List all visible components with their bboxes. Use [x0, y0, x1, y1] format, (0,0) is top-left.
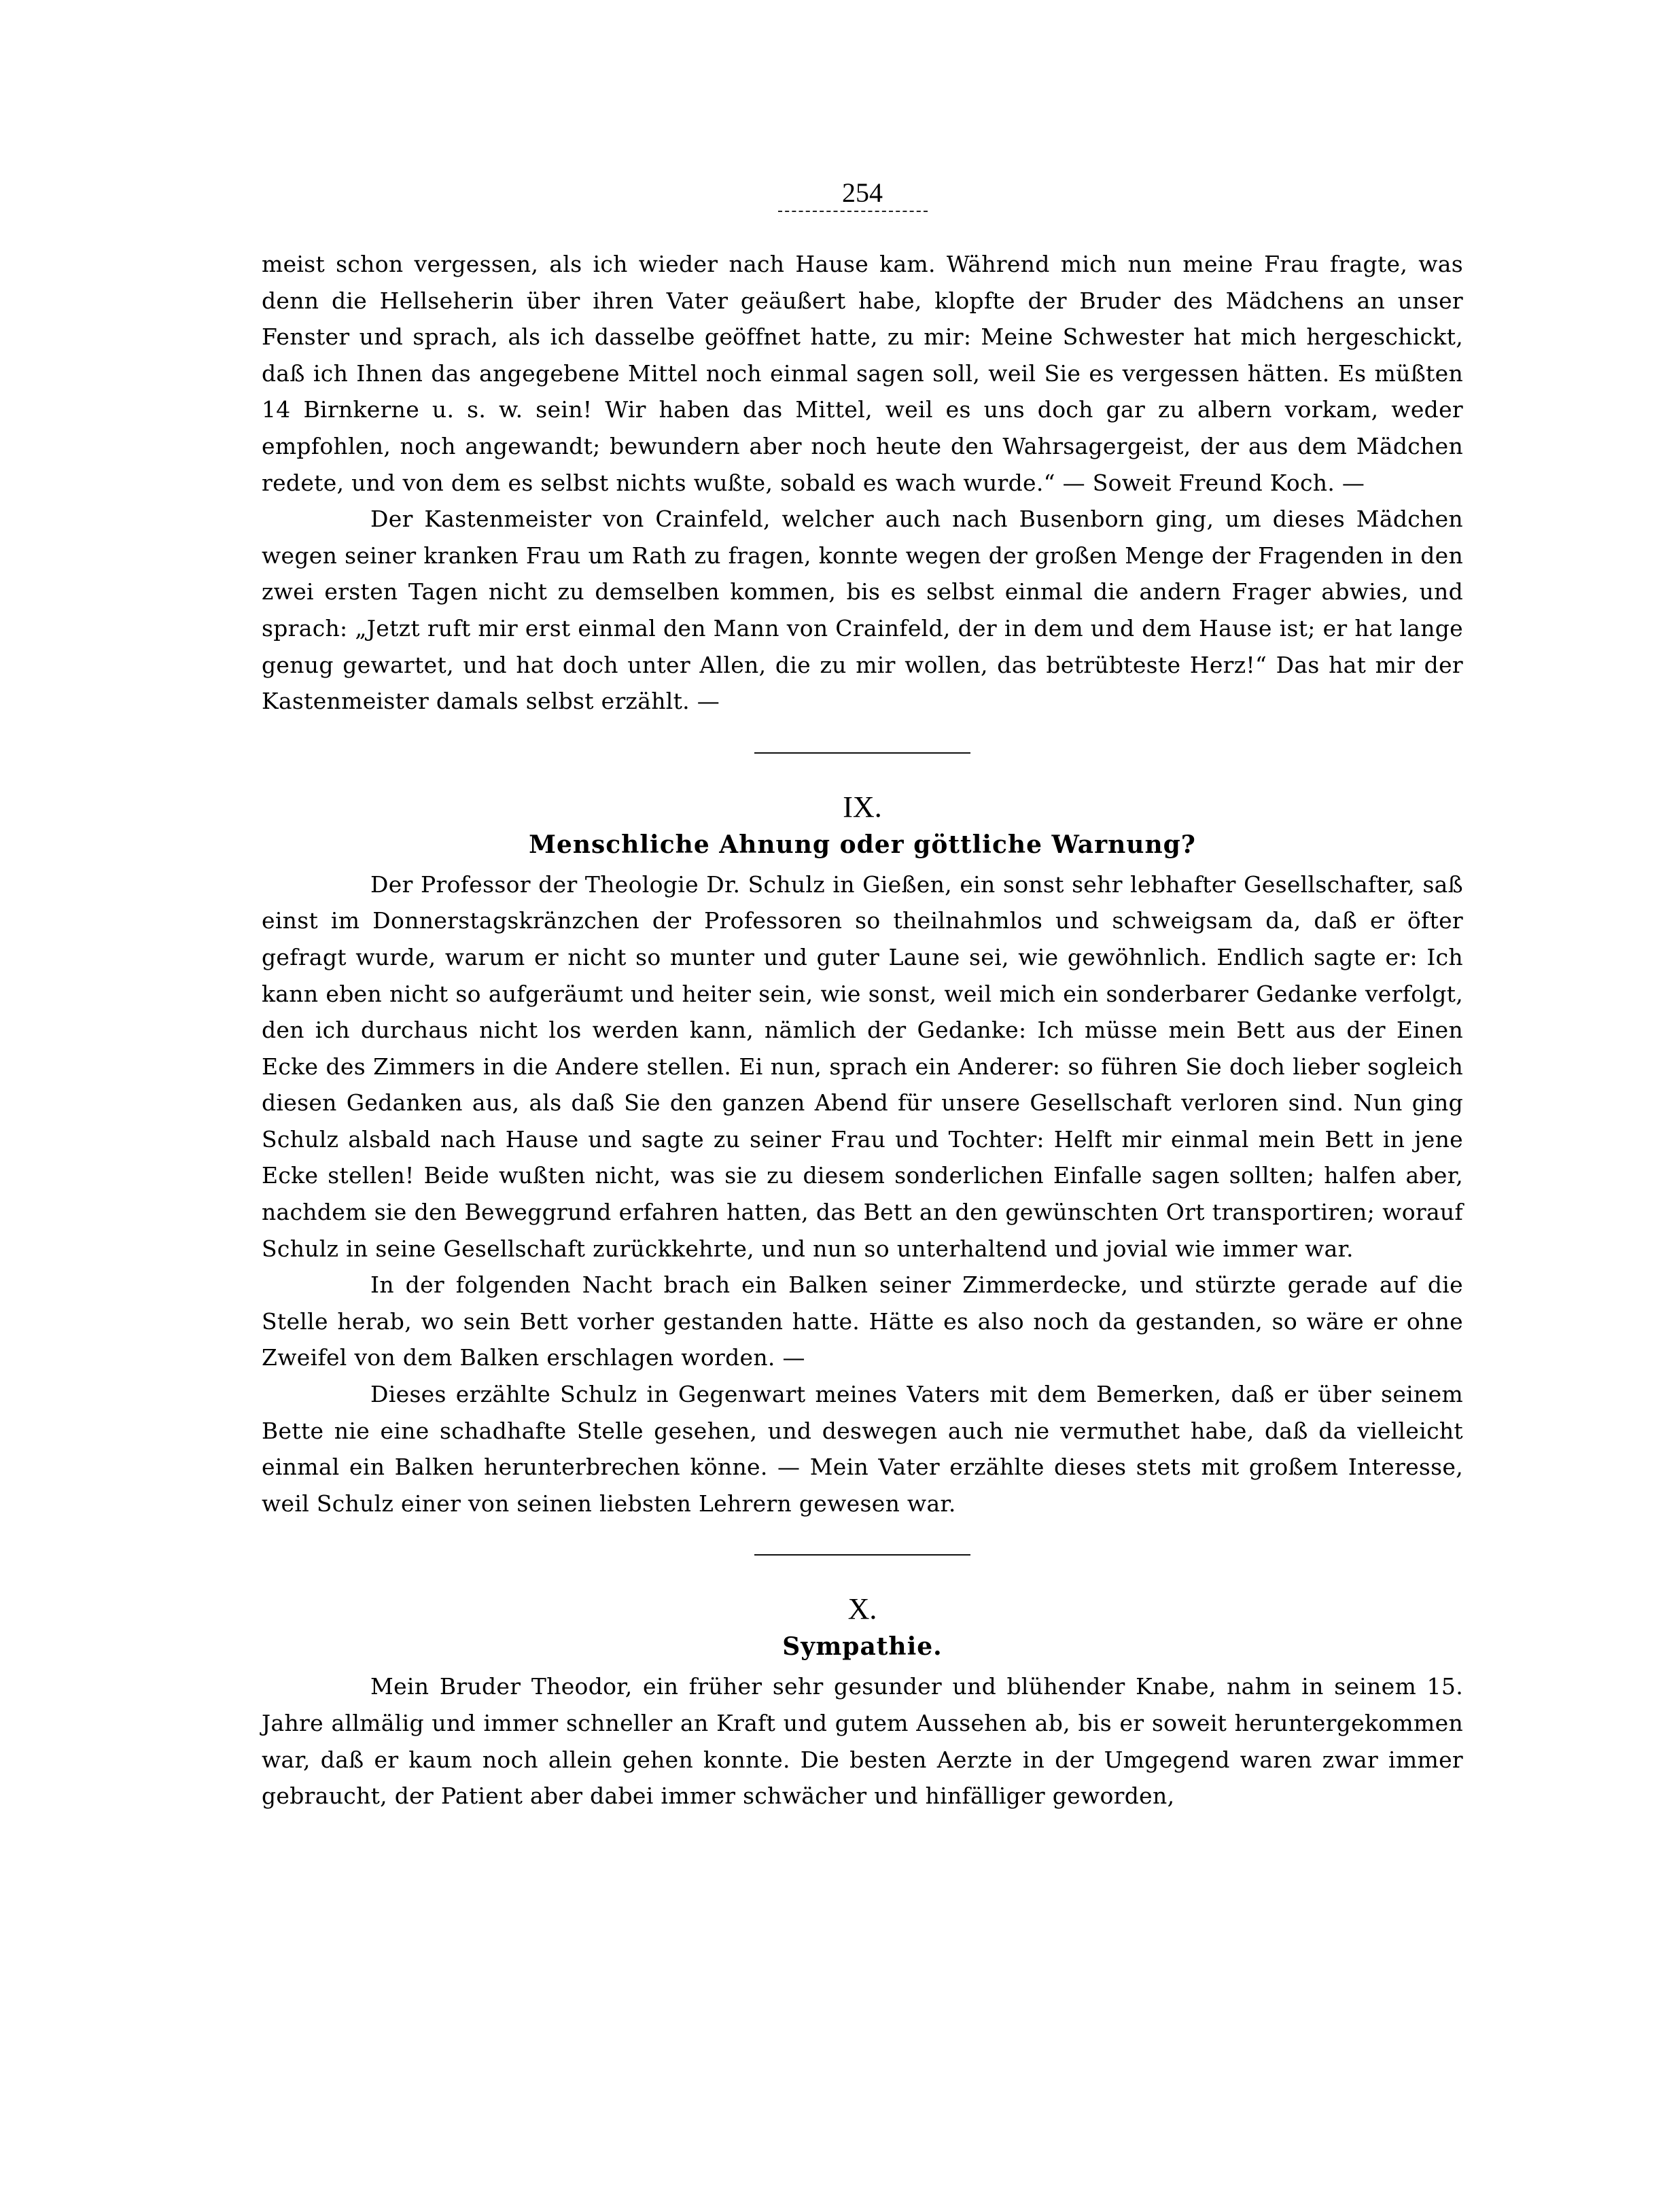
section-ix [262, 789, 1463, 1522]
section-number: IX. [843, 790, 882, 824]
page-number: 254 [842, 177, 883, 208]
page-number-rule [778, 211, 928, 212]
paragraph: Der Professor der Theologie Dr. Schulz in Gießen, ein sonst sehr lebhafter Gesellschafter, saß einst im Donnerstagskränzchen der Professoren so theilnahmlos und schweigsam da, daß er öfter gefragt wurde, warum er nicht so munter und guter Laune sei, wie gewöhnlich. Endlich sagte er: Ich kann eben nicht so aufgeräumt und heiter sein, wie sonst, weil mich ein sonderbarer Gedanke verfolgt, den ich durchaus nicht los werden kann, nämlich der Gedanke: Ich müsse mein Bett aus der Einen Ecke des Zimmers in die Andere stellen. Ei nun, sprach ein Anderer: so führen Sie doch lieber sogleich diesen Gedanken aus, als daß Sie den ganzen Abend für unsere Gesellschaft verloren sind. Nun ging Schulz alsbald nach Hause und sagte zu seiner Frau und Tochter: Helft mir einmal mein Bett in jene Ecke stellen! Beide wußten nicht, was sie zu diesem sonderlichen Einfalle sagen sollten; halfen aber, nachdem sie den Beweggrund erfahren hatten, das Bett an den gewünschten Ort transportiren; worauf Schulz in seine Gesellschaft zurückkehrte, und nun so unterhaltend und jovial wie immer war. [262, 871, 1463, 1262]
section-title: Sympathie. [782, 1632, 943, 1662]
paragraph-kastenmeister: Der Kastenmeister von Crainfeld, welcher auch nach Busenborn ging, um dieses Mädchen wegen seiner kranken Frau um Rath zu fragen, konnte wegen der großen Menge der Fragenden in den zwei ersten Tagen nicht zu demselben kommen, bis es selbst einmal die andern Frager abwies, und sprach: „Jetzt ruft mir erst einmal den Mann von Crainfeld, der in dem und dem Hause ist; er hat lange genug gewartet, und hat doch unter Allen, die zu mir wollen, das betrübteste Herz!“ Das hat mir der Kastenmeister damals selbst erzählt. — [262, 506, 1463, 715]
section-title: Menschliche Ahnung oder göttliche Warnung? [529, 830, 1196, 859]
paragraph-continued: meist schon vergessen, als ich wieder nach Hause kam. Während mich nun meine Frau fragte, was denn die Hellseherin über ihren Vater geäußert habe, klopfte der Bruder des Mädchens an unser Fenster und sprach, als ich dasselbe geöffnet hatte, zu mir: Meine Schwester hat mich hergeschickt, daß ich Ihnen das angegebene Mittel noch einmal sagen soll, weil Sie es vergessen hätten. Es müßten 14 Birnkerne u. s. w. sein! Wir haben das Mittel, weil es uns doch gar zu albern vorkam, weder empfohlen, noch angewandt; bewundern aber noch heute den Wahrsagergeist, der aus dem Mädchen redete, und von dem es selbst nichts wußte, sobald es wach wurde.“ — Soweit Freund Koch. — [262, 251, 1463, 496]
section-divider [754, 1554, 970, 1556]
paragraph: Mein Bruder Theodor, ein früher sehr gesunder und blühender Knabe, nahm in seinem 15. Jahre allmälig und immer schneller an Kraft und gutem Aussehen ab, bis er soweit heruntergekommen war, daß er kaum noch allein gehen konnte. Die besten Aerzte in der Umgegend waren zwar immer gebraucht, der Patient aber dabei immer schwächer und hinfälliger geworden, [262, 1673, 1463, 1810]
paragraph: In der folgenden Nacht brach ein Balken seiner Zimmerdecke, und stürzte gerade auf die Stelle herab, wo sein Bett vorher gestanden hatte. Hätte es also noch da gestanden, so wäre er ohne Zweifel von dem Balken erschlagen worden. — [262, 1271, 1463, 1371]
section-divider [754, 752, 970, 754]
section-x [262, 1591, 1463, 1814]
paragraph: Dieses erzählte Schulz in Gegenwart meines Vaters mit dem Bemerken, daß er über seinem Bette nie eine schadhafte Stelle gesehen, und deswegen auch nie vermuthet habe, daß da vielleicht einmal ein Balken herunterbrechen könne. — Mein Vater erzählte dieses stets mit großem Interesse, weil Schulz einer von seinen liebsten Lehrern gewesen war. [262, 1381, 1463, 1517]
section-number: X. [847, 1592, 877, 1626]
page-body [262, 246, 1463, 1814]
